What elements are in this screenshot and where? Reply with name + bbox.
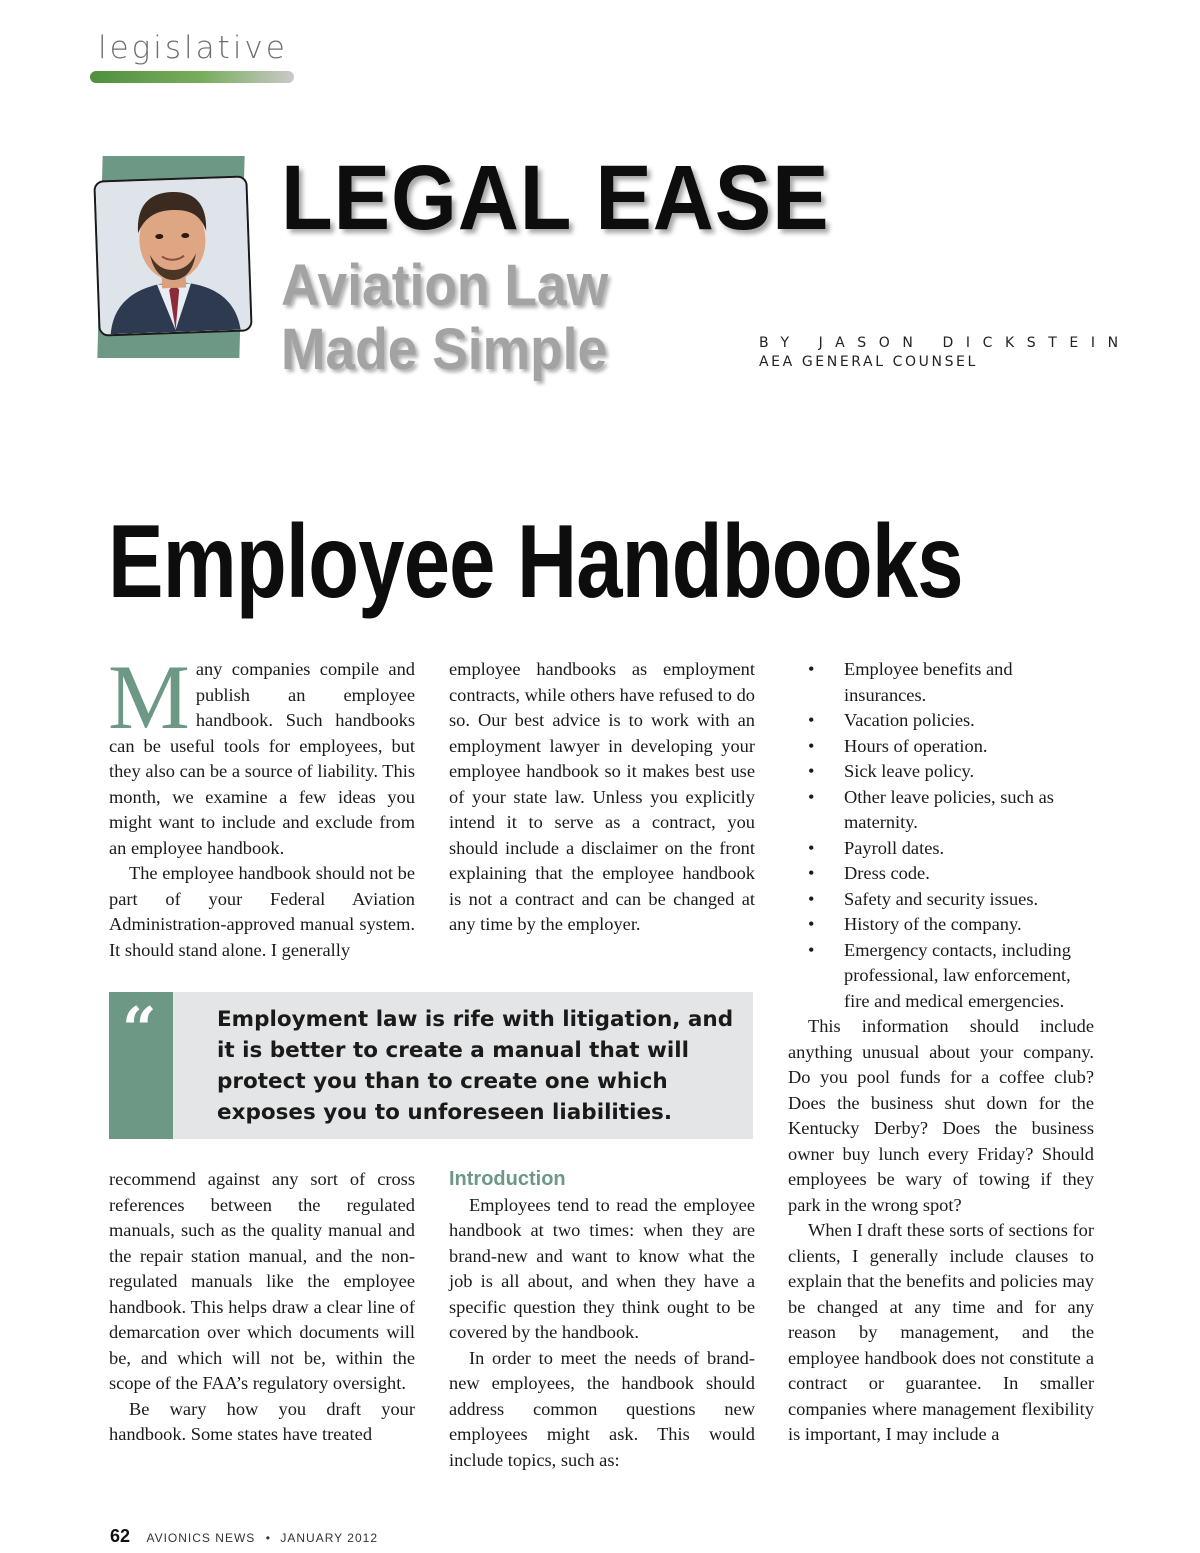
column-title: LEGAL EASE	[281, 147, 830, 249]
quote-mark-icon: “	[122, 995, 157, 1065]
paragraph: This information should include anything unusual about your company. Do you pool funds for a coffee club? Does the business shut down for the Kentucky Derby? Does the business owner buy lunch every Friday? Should employees be wary of towing if they park in the wrong spot?	[788, 1016, 1094, 1215]
list-item: • Dress code.	[788, 861, 1094, 887]
column-1-top	[108, 646, 415, 963]
section-label: legislative	[98, 30, 288, 66]
drop-cap: M	[108, 646, 190, 748]
topic-list	[788, 657, 1094, 1014]
issue-date: JANUARY 2012	[280, 1531, 378, 1545]
footer-separator: •	[265, 1531, 270, 1545]
paragraph	[108, 646, 415, 861]
list-item: • Employee benefits and insurances.	[788, 657, 1094, 708]
list-item: • Emergency contacts, including professional, law enforcement, fire and medical emergencies.	[788, 938, 1094, 1015]
byline	[759, 335, 1131, 370]
page-footer	[110, 1526, 378, 1547]
byline-author: BY JASON DICKSTEIN	[759, 335, 1131, 351]
column-2-bottom	[449, 1167, 755, 1473]
page-number: 62	[110, 1526, 131, 1546]
paragraph-text: any companies compile and publish an employee handbook. Such handbooks can be useful tools for employees, but they also can be a source of liability. This month, we examine a few ideas you might want to include and exclude from an employee handbook.	[109, 659, 415, 858]
author-photo	[93, 175, 252, 336]
column-2-top	[449, 657, 755, 938]
paragraph: In order to meet the needs of brand-new employees, the handbook should address common questions new employees might ask. This would include topics, such as:	[449, 1347, 755, 1470]
column-1-bottom	[109, 1167, 415, 1448]
column-3	[788, 657, 1094, 1448]
paragraph: employee handbooks as employment contracts, while others have refused to do so. Our best advice is to work with an employment lawyer in developing your employee handbook so it makes best use of your state law. Unless you explicitly intend it to serve as a contract, you should include a disclaimer on the front explaining that the employee handbook is not a contract and can be changed at any time by the employer.	[449, 659, 755, 934]
list-item: • Vacation policies.	[788, 708, 1094, 734]
section-subhead: Introduction	[449, 1168, 566, 1190]
paragraph: The employee handbook should not be part of your Federal Aviation Administration-approved manual system. It should stand alone. I generally	[109, 863, 415, 960]
column-subtitle	[281, 254, 608, 382]
column-subtitle-line: Aviation Law	[281, 253, 609, 318]
list-item: • Hours of operation.	[788, 734, 1094, 760]
paragraph: recommend against any sort of cross references between the regulated manuals, such as the quality manual and the repair station manual, and the non-regulated manuals like the employee handbook. This helps draw a clear line of demarcation over which documents will be, and which will not be, within the scope of the FAA’s regulatory oversight.	[109, 1169, 415, 1393]
paragraph: Employees tend to read the employee handbook at two times: when they are brand-new and want to know what the job is all about, and when they have a specific question they think ought to be covered by the handbook.	[449, 1194, 755, 1342]
list-item: • Safety and security issues.	[788, 887, 1094, 913]
list-item: • Other leave policies, such as maternity.	[788, 785, 1094, 836]
paragraph: When I draft these sorts of sections for clients, I generally include clauses to explain that the benefits and policies may be changed at any time and for any reason by management, and the employee handbook does not constitute a contract or guarantee. In smaller companies where management flexibility is important, I may include a	[788, 1220, 1094, 1444]
article-headline: Employee Handbooks	[108, 504, 963, 620]
pull-quote-text: Employment law is rife with litigation, and it is better to create a manual that will protect you than to create one which exposes you to unforeseen liabilities.	[217, 1007, 734, 1125]
byline-role: AEA GENERAL COUNSEL	[759, 354, 978, 370]
column-subtitle-line: Made Simple	[281, 317, 608, 382]
list-item: • Sick leave policy.	[788, 759, 1094, 785]
section-underline	[90, 71, 294, 83]
publication-name: AVIONICS NEWS	[146, 1531, 256, 1545]
list-item: • History of the company.	[788, 912, 1094, 938]
paragraph: Be wary how you draft your handbook. Some states have treated	[109, 1398, 415, 1444]
list-item: • Payroll dates.	[788, 836, 1094, 862]
